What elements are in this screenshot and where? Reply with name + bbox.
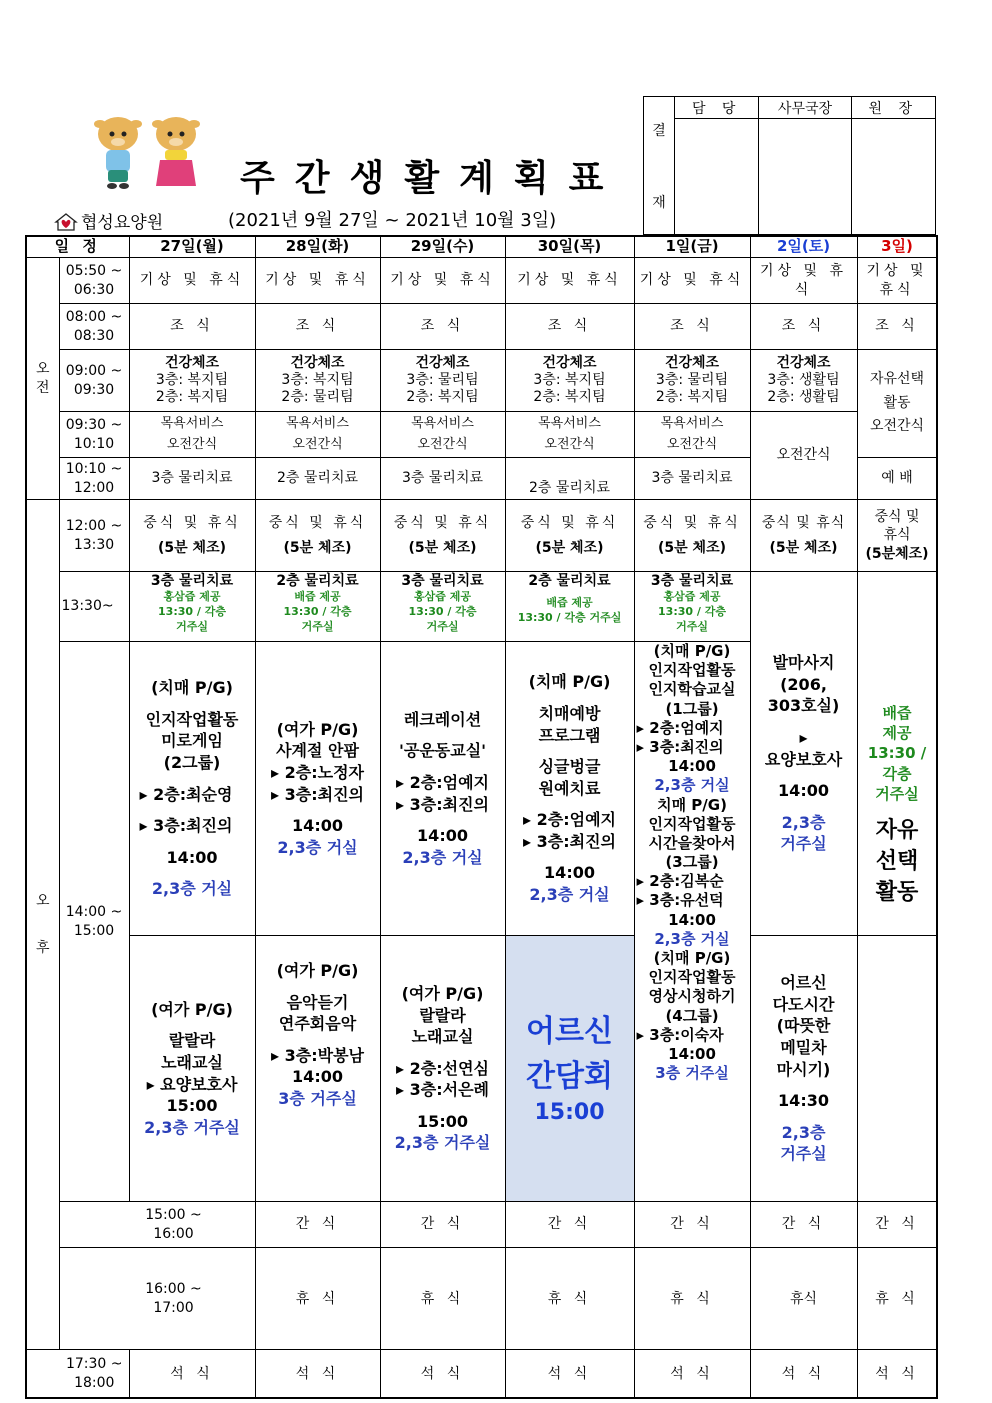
cell-exercise-mon: 건강체조 3층: 복지팀 2층: 복지팀 xyxy=(129,350,255,412)
cell-program-sat-a: 발마사지 (206, 303호실) ▸ 요양보호사 14:00 2,3층 거주실 xyxy=(750,572,857,936)
cell-exercise-fri: 건강체조 3층: 물리팀 2층: 복지팀 xyxy=(634,350,750,412)
corner-header: 일 정 xyxy=(26,236,129,258)
cell-dinner-mon: 석 식 xyxy=(129,1350,255,1398)
org-name xyxy=(55,208,163,233)
cell-program-mon-a: (치매 P/G) 인지작업활동 미로게임 (2그룹) ▸ 2층:최순영 ▸ 3층:최진의 14:00 2,3층 거실 xyxy=(129,642,255,936)
time-breakfast: 08:00 ~ 08:30 xyxy=(59,304,129,350)
cell-wake-mon: 기상 및 휴식 xyxy=(129,258,255,304)
time-snack: 15:00 ~ 16:00 xyxy=(59,1202,255,1248)
cell-exercise-sat: 건강체조 3층: 생활팀 2층: 생활팀 xyxy=(750,350,857,412)
day-header-thu: 30일(목) xyxy=(505,236,634,258)
page-title: 주간생활계획표 xyxy=(240,158,624,199)
cell-wake-tue: 기상 및 휴식 xyxy=(255,258,380,304)
cell-lunch-wed: 중식 및 휴식 (5분 체조) xyxy=(380,500,505,572)
cell-pm-therapy-fri: 3층 물리치료 홍삼즙 제공 13:30 / 각층 거주실 xyxy=(634,572,750,642)
time-wake: 05:50 ~ 06:30 xyxy=(59,258,129,304)
cell-pm-therapy-sun: 배즙 제공 13:30 / 각층 거주실 xyxy=(857,572,937,936)
cell-rest-fri: 휴식 xyxy=(750,1248,857,1350)
cell-rest-tue: 휴 식 xyxy=(380,1248,505,1350)
time-therapy: 10:10 ~ 12:00 xyxy=(59,458,129,500)
cell-bath-wed: 목욕서비스 오전간식 xyxy=(380,412,505,458)
cell-program-sat-b: 어르신 다도시간 (따뜻한 메밀차 마시기) 14:30 2,3층 거주실 xyxy=(750,936,857,1202)
day-header-wed: 29일(수) xyxy=(380,236,505,258)
cell-breakfast-thu: 조 식 xyxy=(505,304,634,350)
cell-dinner-sat: 석 식 xyxy=(750,1350,857,1398)
cell-breakfast-tue: 조 식 xyxy=(255,304,380,350)
time-rest: 16:00 ~ 17:00 xyxy=(59,1248,255,1350)
cell-lunch-mon: 중식 및 휴식 (5분 체조) xyxy=(129,500,255,572)
cell-snack-thu: 간 식 xyxy=(634,1202,750,1248)
cell-exercise-thu: 건강체조 3층: 복지팀 2층: 복지팀 xyxy=(505,350,634,412)
day-header-mon: 27일(월) xyxy=(129,236,255,258)
cell-lunch-thu: 중식 및 휴식 (5분 체조) xyxy=(505,500,634,572)
cell-snack-wed: 간 식 xyxy=(505,1202,634,1248)
signature-cell-staff[interactable] xyxy=(675,119,759,235)
pm-label: 오 후 xyxy=(26,500,59,1350)
cell-snack-sat: 간 식 xyxy=(857,1202,937,1248)
day-header-sun: 3일) xyxy=(857,236,937,258)
time-lunch: 12:00 ~ 13:30 xyxy=(59,500,129,572)
cell-rest-thu: 휴 식 xyxy=(634,1248,750,1350)
cell-lunch-sun: 중식 및 휴식 (5분체조) xyxy=(857,500,937,572)
signature-cell-director[interactable] xyxy=(851,119,935,235)
cell-bath-tue: 목욕서비스 오전간식 xyxy=(255,412,380,458)
cell-exercise-wed: 건강체조 3층: 물리팀 2층: 복지팀 xyxy=(380,350,505,412)
cell-dinner-wed: 석 식 xyxy=(380,1350,505,1398)
time-program: 14:00 ~ 15:00 xyxy=(59,642,129,1202)
time-bath: 09:30 ~ 10:10 xyxy=(59,412,129,458)
cell-program-fri: (치매 P/G) 인지작업활동 인지학습교실 (1그룹) ▸ 2층:엄예지 ▸ 3층:최진의 14:00 2,3층 거실 치매 P/G) 인지작업활동 시간을찾아서 (3그룹) ▸ 2층:김복순 ▸ 3층:유선덕 14:00 2,3층 거실 (치매 P/G) 인지작업활동 영상시청하기 (4그룹) ▸ 3층:이숙자 14:00 3층 거주실 xyxy=(634,642,750,1202)
cell-program-wed-a: 레크레이션 '공운동교실' ▸ 2층:엄예지 ▸ 3층:최진의 14:00 2,3층 거실 xyxy=(380,642,505,936)
cell-lunch-sat: 중식 및 휴식 (5분 체조) xyxy=(750,500,857,572)
cell-program-thu-b: 어르신 간담회 15:00 xyxy=(505,936,634,1202)
cell-rest-sat: 휴 식 xyxy=(857,1248,937,1350)
approval-role-director: 원 장 xyxy=(851,97,935,119)
cell-lunch-tue: 중식 및 휴식 (5분 체조) xyxy=(255,500,380,572)
time-afternoon-therapy: 13:30~ xyxy=(59,572,129,642)
day-header-fri: 1일(금) xyxy=(634,236,750,258)
cell-snack-tue: 간 식 xyxy=(380,1202,505,1248)
cell-therapy-sun: 예 배 xyxy=(857,458,937,500)
cell-pm-therapy-mon: 3층 물리치료 홍삼즙 제공 13:30 / 각층 거주실 xyxy=(129,572,255,642)
cell-bath-sat: 오전간식 xyxy=(750,412,857,500)
cell-snack-fri: 간 식 xyxy=(750,1202,857,1248)
cell-wake-fri: 기상 및 휴식 xyxy=(634,258,750,304)
cell-dinner-thu: 석 식 xyxy=(505,1350,634,1398)
cell-program-tue-a: (여가 P/G) 사계절 안팜 ▸ 2층:노정자 ▸ 3층:최진의 14:00 2,3층 거실 xyxy=(255,642,380,936)
cell-therapy-mon: 3층 물리치료 xyxy=(129,458,255,500)
cell-wake-thu: 기상 및 휴식 xyxy=(505,258,634,304)
cell-breakfast-mon: 조 식 xyxy=(129,304,255,350)
cell-program-mon-b: (여가 P/G) 랄랄라 노래교실 ▸ 요양보호사 15:00 2,3층 거주실 xyxy=(129,936,255,1202)
cell-program-wed-b: (여가 P/G) 랄랄라 노래교실 ▸ 2층:선연심 ▸ 3층:서은례 15:00 2,3층 거주실 xyxy=(380,936,505,1202)
day-header-sat: 2일(토) xyxy=(750,236,857,258)
date-range: (2021년 9월 27일 ~ 2021년 10월 3일) xyxy=(228,210,557,231)
cell-bath-thu: 목욕서비스 오전간식 xyxy=(505,412,634,458)
cell-snack-mon: 간 식 xyxy=(255,1202,380,1248)
signature-cell-secretary[interactable] xyxy=(759,119,851,235)
cell-breakfast-sun: 조 식 xyxy=(857,304,937,350)
cell-dinner-tue: 석 식 xyxy=(255,1350,380,1398)
cell-therapy-thu: 2층 물리치료 xyxy=(505,458,634,500)
mascot-illustration xyxy=(88,112,208,192)
cell-morning-sun: 자유선택 활동 오전간식 xyxy=(857,350,937,458)
approval-role-secretary: 사무국장 xyxy=(759,97,851,119)
cell-rest-mon: 휴 식 xyxy=(255,1248,380,1350)
weekly-schedule-table xyxy=(25,235,938,1399)
approval-label xyxy=(644,97,675,235)
cell-therapy-fri: 3층 물리치료 xyxy=(634,458,750,500)
cell-breakfast-fri: 조 식 xyxy=(634,304,750,350)
am-label: 오 전 xyxy=(26,258,59,500)
org-name-text: 협성요양원 xyxy=(81,213,164,233)
approval-label-top: 결 xyxy=(652,122,666,139)
heart-house-icon xyxy=(55,213,77,231)
cell-rest-wed: 휴 식 xyxy=(505,1248,634,1350)
approval-box xyxy=(643,96,936,235)
cell-program-sun: 자유 선택 활동 xyxy=(857,936,937,1202)
cell-therapy-wed: 3층 물리치료 xyxy=(380,458,505,500)
cell-exercise-tue: 건강체조 3층: 복지팀 2층: 물리팀 xyxy=(255,350,380,412)
cell-pm-therapy-thu: 2층 물리치료 배즙 제공 13:30 / 각층 거주실 xyxy=(505,572,634,642)
cell-program-tue-b: (여가 P/G) 음악듣기 연주회음악 ▸ 3층:박봉남 14:00 3층 거주실 xyxy=(255,936,380,1202)
cell-bath-mon: 목욕서비스 오전간식 xyxy=(129,412,255,458)
time-exercise: 09:00 ~ 09:30 xyxy=(59,350,129,412)
cell-pm-therapy-tue: 2층 물리치료 배즙 제공 13:30 / 각층 거주실 xyxy=(255,572,380,642)
cell-bath-fri: 목욕서비스 오전간식 xyxy=(634,412,750,458)
cell-therapy-tue: 2층 물리치료 xyxy=(255,458,380,500)
approval-role-staff: 담 당 xyxy=(675,97,759,119)
cell-breakfast-wed: 조 식 xyxy=(380,304,505,350)
cell-breakfast-sat: 조 식 xyxy=(750,304,857,350)
approval-label-bottom: 재 xyxy=(652,194,666,211)
cell-dinner-fri: 석 식 xyxy=(634,1350,750,1398)
cell-wake-sat: 기상 및 휴식 xyxy=(750,258,857,304)
cell-lunch-fri: 중식 및 휴식 (5분 체조) xyxy=(634,500,750,572)
day-header-tue: 28일(화) xyxy=(255,236,380,258)
cell-wake-wed: 기상 및 휴식 xyxy=(380,258,505,304)
cell-wake-sun: 기상 및 휴식 xyxy=(857,258,937,304)
cell-dinner-sun: 석 식 xyxy=(857,1350,937,1398)
cell-program-thu-a: (치매 P/G) 치매예방 프로그램 싱글벙글 원예치료 ▸ 2층:엄예지 ▸ 3층:최진의 14:00 2,3층 거실 xyxy=(505,642,634,936)
cell-pm-therapy-wed: 3층 물리치료 홍삼즙 제공 13:30 / 각층 거주실 xyxy=(380,572,505,642)
time-dinner: 17:30 ~ 18:00 xyxy=(26,1350,129,1398)
